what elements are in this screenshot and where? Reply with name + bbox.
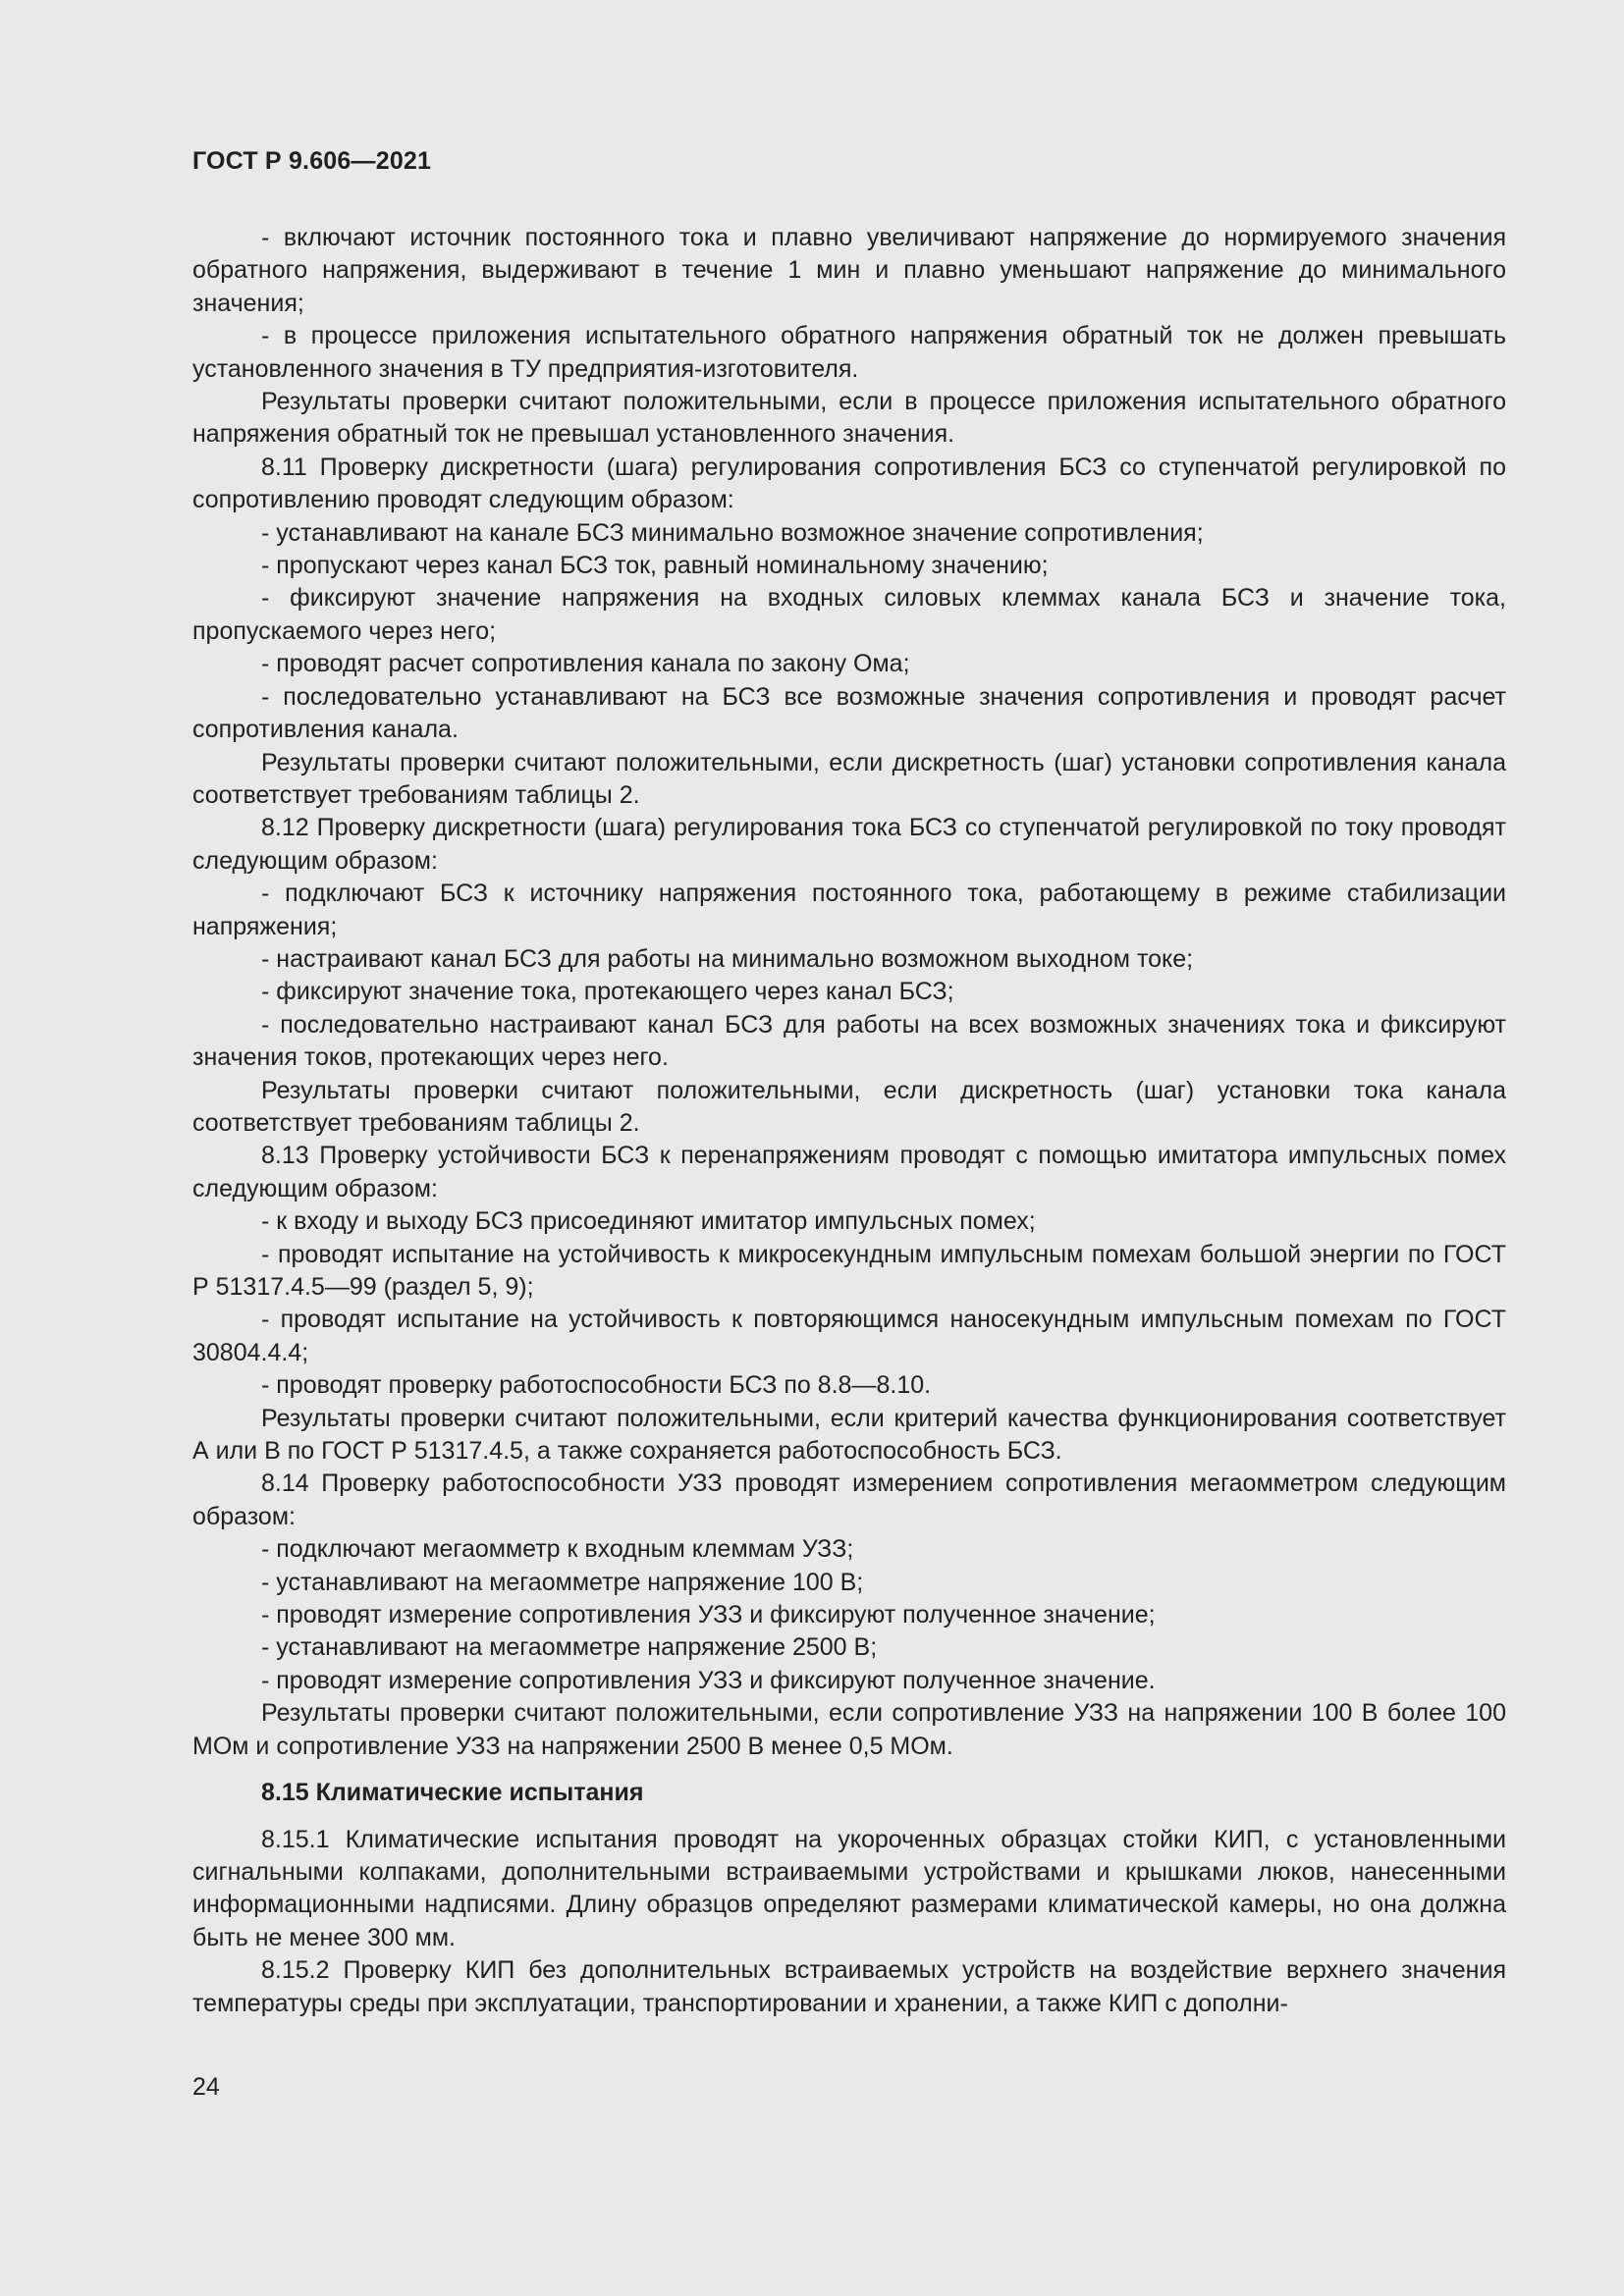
paragraph: - фиксируют значение напряжения на входных силовых клеммах канала БСЗ и значение тока, пропускаемого через него; (192, 584, 1506, 645)
paragraph: - фиксируют значение тока, протекающего через канал БСЗ; (261, 978, 954, 1006)
paragraph: - устанавливают на мегаомметре напряжение 2500 В; (261, 1633, 878, 1662)
paragraph: 8.13 Проверку устойчивости БСЗ к перенапряжениям проводят с помощью имитатора импульсных помех следующим образом: (192, 1142, 1506, 1202)
paragraph: - включают источник постоянного тока и плавно увеличивают напряжение до нормируемого значения обратного напряжения, выдерживают в течение 1 мин и плавно уменьшают напряжение до минимального значения; (192, 224, 1506, 317)
paragraph: - проводят расчет сопротивления канала по закону Ома; (261, 650, 910, 678)
paragraph: - последовательно настраивают канал БСЗ для работы на всех возможных значениях тока и фиксируют значения токов, протекающих через него. (192, 1010, 1506, 1072)
paragraph: Результаты проверки считают положительными, если дискретность (шаг) установки сопротивления канала соответствует требованиям таблицы 2. (192, 748, 1506, 809)
paragraph: 8.15.2 Проверку КИП без дополнительных встраиваемых устройств на воздействие верхнего значения температуры среды при эксплуатации, транспортировании и хранении, а также КИП с дополни- (192, 1956, 1506, 2017)
paragraph: Результаты проверки считают положительными, если в процессе приложения испытательного обратного напряжения обратный ток не превышал установленного значения. (192, 388, 1506, 449)
paragraph: - подключают БСЗ к источнику напряжения постоянного тока, работающему в режиме стабилизации напряжения; (192, 880, 1506, 940)
paragraph: - проводят измерение сопротивления УЗЗ и фиксируют полученное значение. (261, 1666, 1156, 1694)
paragraph: 8.12 Проверку дискретности (шага) регулирования тока БСЗ со ступенчатой регулировкой по току проводят следующим образом: (192, 814, 1506, 875)
paragraph: - проводят испытание на устойчивость к повторяющимся наносекундным импульсным помехам по ГОСТ 30804.4.4; (192, 1306, 1506, 1366)
paragraph: 8.15.1 Климатические испытания проводят на укороченных образцах стойки КИП, с установленными сигнальными колпаками, дополнительными встраиваемыми устройствами и крышками люков, нанесенными информационными надписями. Длину образцов определяют размерами климатической камеры, но она должна быть не менее 300 мм. (192, 1825, 1506, 1951)
paragraph: - последовательно устанавливают на БСЗ все возможные значения сопротивления и проводят расчет сопротивления канала. (192, 682, 1506, 744)
paragraph: - устанавливают на мегаомметре напряжение 100 В; (261, 1568, 864, 1596)
paragraph: - проводят испытание на устойчивость к микросекундным импульсным помехам большой энергии по ГОСТ Р 51317.4.5—99 (раздел 5, 9); (192, 1240, 1506, 1301)
paragraph: - проводят измерение сопротивления УЗЗ и фиксируют полученное значение; (261, 1601, 1156, 1629)
paragraph: - настраивают канал БСЗ для работы на минимально возможном выходном токе; (261, 944, 1194, 973)
section-heading: 8.15 Климатические испытания (261, 1779, 644, 1807)
paragraph: - проводят проверку работоспособности БСЗ по 8.8—8.10. (261, 1371, 932, 1400)
paragraph: - в процессе приложения испытательного обратного напряжения обратный ток не должен превышать установленного значения в ТУ предприятия-изготовителя. (192, 322, 1506, 383)
paragraph: 8.14 Проверку работоспособности УЗЗ проводят измерением сопротивления мегаомметром следующим образом: (192, 1469, 1506, 1530)
paragraph: - пропускают через канал БСЗ ток, равный номинальному значению; (261, 552, 1049, 580)
paragraph: - подключают мегаомметр к входным клеммам УЗЗ; (261, 1535, 854, 1564)
paragraph: Результаты проверки считают положительными, если сопротивление УЗЗ на напряжении 100 В более 100 МОм и сопротивление УЗЗ на напряжении 2500 В менее 0,5 МОм. (192, 1699, 1506, 1760)
document-code-header: ГОСТ Р 9.606—2021 (192, 147, 432, 175)
paragraph: Результаты проверки считают положительными, если дискретность (шаг) установки тока канала соответствует требованиям таблицы 2. (192, 1076, 1506, 1137)
document-body (192, 222, 1506, 2020)
paragraph: Результаты проверки считают положительными, если критерий качества функционирования соответствует А или В по ГОСТ Р 51317.4.5, а также сохраняется работоспособность БСЗ. (192, 1404, 1506, 1466)
page-number: 24 (192, 2073, 220, 2101)
paragraph: - устанавливают на канале БСЗ минимально возможное значение сопротивления; (261, 518, 1204, 547)
paragraph: - к входу и выходу БСЗ присоединяют имитатор импульсных помех; (261, 1207, 1036, 1236)
paragraph: 8.11 Проверку дискретности (шага) регулирования сопротивления БСЗ со ступенчатой регулировкой по сопротивлению проводят следующим образом: (192, 453, 1506, 514)
